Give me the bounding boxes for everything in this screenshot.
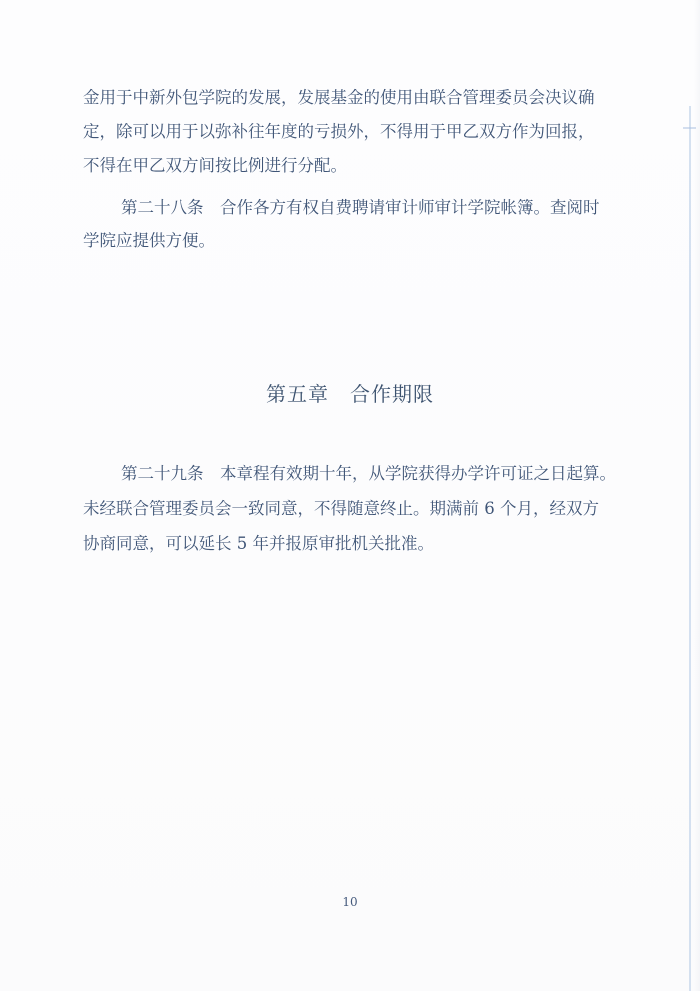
page-number: 10 [342,895,358,909]
chapter-heading: 第五章 合作期限 [266,382,434,406]
paragraph-line: 第二十九条 本章程有效期十年，从学院获得办学许可证之日起算。 [121,464,616,483]
scan-line-artifact [689,106,691,991]
paragraph-line: 第二十八条 合作各方有权自费聘请审计师审计学院帐簿。查阅时 [121,198,600,217]
paragraph-line: 学院应提供方便。 [83,231,215,250]
article-28-paragraph [83,191,653,257]
paragraph-line: 定，除可以用于以弥补往年度的亏损外，不得用于甲乙双方作为回报， [83,122,595,141]
paragraph-line: 协商同意，可以延长 5 年并报原审批机关批准。 [83,534,434,553]
paragraph-line: 不得在甲乙双方间按比例进行分配。 [83,156,347,175]
article-29-paragraph [83,456,653,561]
scan-edge-shading [694,0,700,991]
paragraph-line: 金用于中新外包学院的发展，发展基金的使用由联合管理委员会决议确 [83,88,595,107]
body-paragraph-continuation [83,81,653,183]
paragraph-line: 未经联合管理委员会一致同意，不得随意终止。期满前 6 个月，经双方 [83,499,599,518]
